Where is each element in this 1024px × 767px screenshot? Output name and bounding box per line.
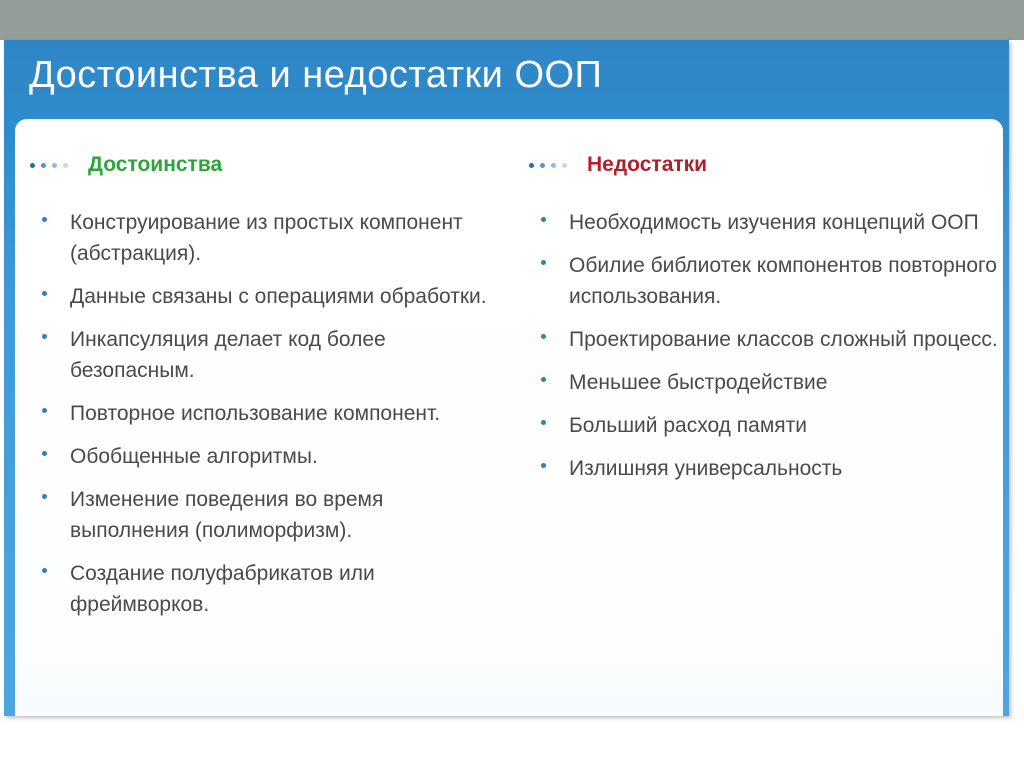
cons-heading-row <box>529 153 707 177</box>
content-card <box>15 119 1003 716</box>
list-item-text: Инкапсуляция делает код более безопасным. <box>70 328 386 382</box>
dot-row-icon <box>30 163 74 168</box>
list-item-text: Обобщенные алгоритмы. <box>70 445 318 468</box>
dot-row-icon <box>529 163 573 168</box>
list-item <box>30 324 490 386</box>
round-bullet-icon <box>541 260 546 265</box>
list-item-text: Проектирование классов сложный процесс. <box>569 328 998 351</box>
list-item-text: Обилие библиотек компонентов повторного использования. <box>569 254 997 308</box>
slide-title: Достоинства и недостатки ООП <box>29 54 603 96</box>
round-bullet-icon <box>42 494 47 499</box>
round-bullet-icon <box>541 334 546 339</box>
round-bullet-icon <box>42 291 47 296</box>
top-bar <box>0 0 1024 40</box>
pros-heading: Достоинства <box>88 153 223 176</box>
round-bullet-icon <box>42 451 47 456</box>
list-item <box>30 207 490 269</box>
round-bullet-icon <box>541 377 546 382</box>
round-bullet-icon <box>541 420 546 425</box>
list-item <box>529 207 999 238</box>
slide <box>4 40 1009 716</box>
list-item-text: Больший расход памяти <box>569 414 807 437</box>
round-bullet-icon <box>541 463 546 468</box>
list-item <box>30 398 490 429</box>
list-item-text: Данные связаны с операциями обработки. <box>70 285 487 308</box>
list-item-text: Конструирование из простых компонент (абстракция). <box>70 211 463 265</box>
round-bullet-icon <box>42 568 47 573</box>
list-item-text: Повторное использование компонент. <box>70 402 441 425</box>
list-item <box>529 453 999 484</box>
pros-heading-row <box>30 153 222 177</box>
list-item <box>529 250 999 312</box>
list-item <box>529 324 999 355</box>
list-item-text: Меньшее быстродействие <box>569 371 828 394</box>
list-item <box>529 367 999 398</box>
list-item <box>30 441 490 472</box>
list-item-text: Необходимость изучения концепций ООП <box>569 211 979 234</box>
list-item-text: Изменение поведения во время выполнения (полиморфизм). <box>70 488 384 542</box>
list-item <box>30 281 490 312</box>
list-item <box>30 558 490 620</box>
list-item-text: Излишняя универсальность <box>569 457 843 480</box>
round-bullet-icon <box>541 217 546 222</box>
cons-heading: Недостатки <box>587 153 708 176</box>
round-bullet-icon <box>42 217 47 222</box>
pros-list <box>30 207 490 632</box>
round-bullet-icon <box>42 334 47 339</box>
cons-list <box>529 207 999 496</box>
list-item <box>529 410 999 441</box>
list-item-text: Создание полуфабрикатов или фреймворков. <box>70 562 375 616</box>
round-bullet-icon <box>42 408 47 413</box>
list-item <box>30 484 490 546</box>
